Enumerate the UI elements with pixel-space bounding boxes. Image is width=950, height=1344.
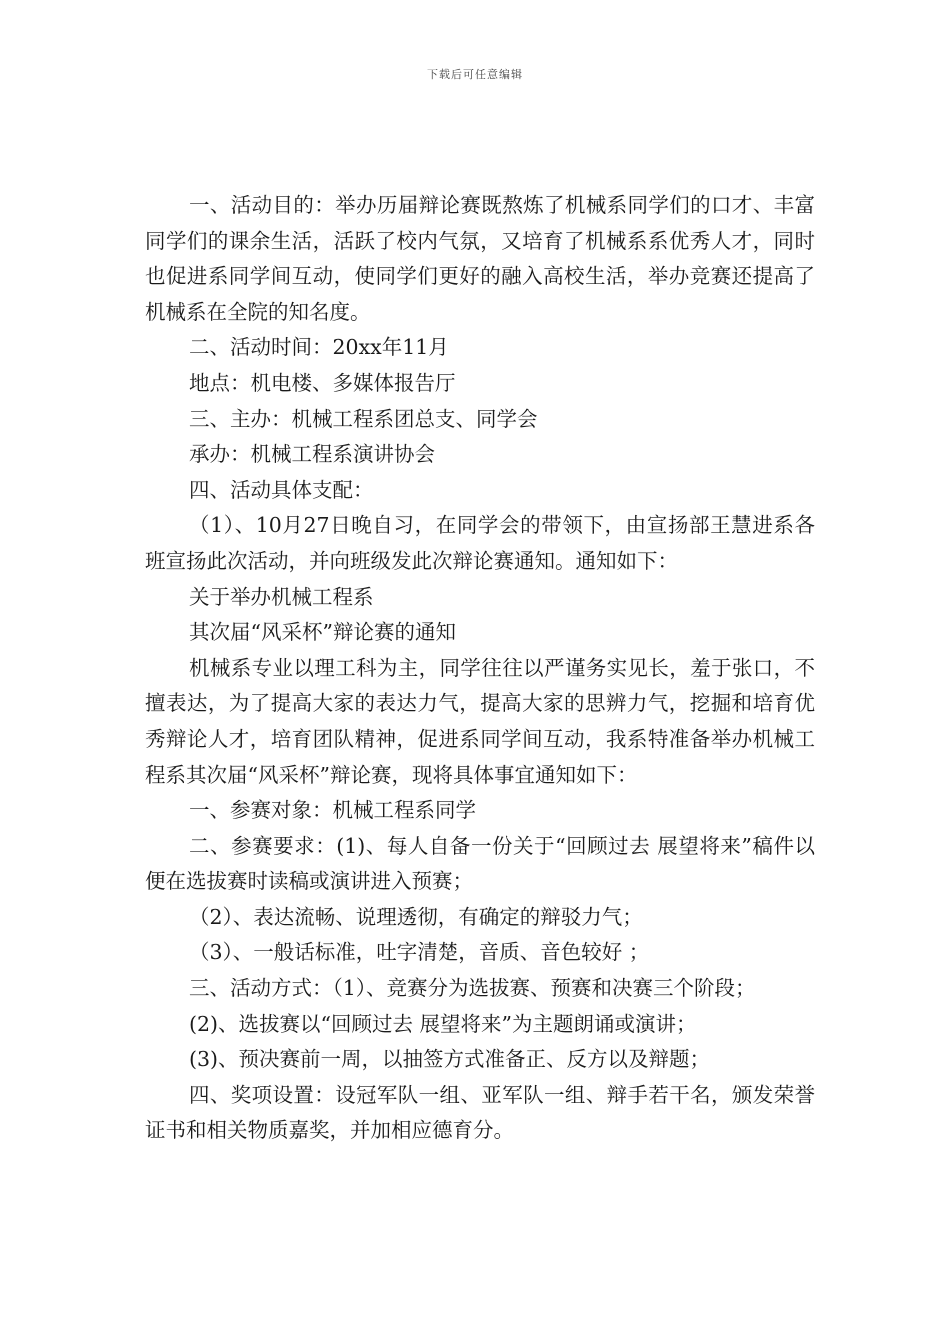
- paragraph: 承办：机械工程系演讲协会: [189, 442, 435, 467]
- paragraph: 一、参赛对象：机械工程系同学: [189, 798, 476, 823]
- paragraph: （2）、表达流畅、说理透彻，有确定的辩驳力气；: [189, 904, 643, 929]
- paragraph: (2)、选拔赛以“回顾过去 展望将来”为主题朗诵或演讲；: [189, 1011, 697, 1036]
- paragraph: (3)、预决赛前一周，以抽签方式准备正、反方以及辩题；: [189, 1047, 711, 1072]
- paragraph: 三、活动方式：（1）、竞赛分为选拔赛、预赛和决赛三个阶段；: [189, 976, 756, 1001]
- paragraph: 关于举办机械工程系: [189, 584, 374, 609]
- document-body: [145, 188, 815, 1149]
- paragraph: 一、活动目的：举办历届辩论赛既熬炼了机械系同学们的口才、丰富同学们的课余生活，活跃了校内气氛，又培育了机械系系优秀人才，同时也促进系同学间互动，使同学们更好的融入高校生活，举办竞赛还提高了机械系在全院的知名度。: [145, 193, 815, 324]
- paragraph: 四、奖项设置：设冠军队一组、亚军队一组、辩手若干名，颁发荣誉证书和相关物质嘉奖，并加相应德育分。: [145, 1082, 815, 1143]
- paragraph: 三、主办：机械工程系团总支、同学会: [189, 406, 538, 431]
- paragraph: 其次届“风采杯”辩论赛的通知: [189, 620, 456, 645]
- page-header: 下载后可任意编辑: [427, 68, 523, 81]
- paragraph: 机械系专业以理工科为主，同学往往以严谨务实见长，羞于张口，不擅表达，为了提高大家的表达力气，提高大家的思辨力气，挖掘和培育优秀辩论人才，培育团队精神，促进系同学间互动，我系特准备举办机械工程系其次届“风采杯”辩论赛，现将具体事宜通知如下：: [145, 655, 815, 787]
- paragraph: （1）、10月27日晚自习，在同学会的带领下，由宣扬部王慧进系各班宣扬此次活动，并向班级发此次辩论赛通知。通知如下：: [145, 513, 815, 573]
- paragraph: 四、活动具体支配：: [189, 477, 374, 502]
- paragraph: （3）、一般话标准，吐字清楚，音质、音色较好 ；: [189, 940, 650, 965]
- paragraph: 二、活动时间：20xx年11月: [189, 335, 449, 360]
- paragraph: 二、参赛要求：(1)、每人自备一份关于“回顾过去 展望将来”稿件以便在选拔赛时读稿或演讲进入预赛；: [145, 833, 815, 894]
- paragraph: 地点：机电楼、多媒体报告厅: [189, 370, 456, 395]
